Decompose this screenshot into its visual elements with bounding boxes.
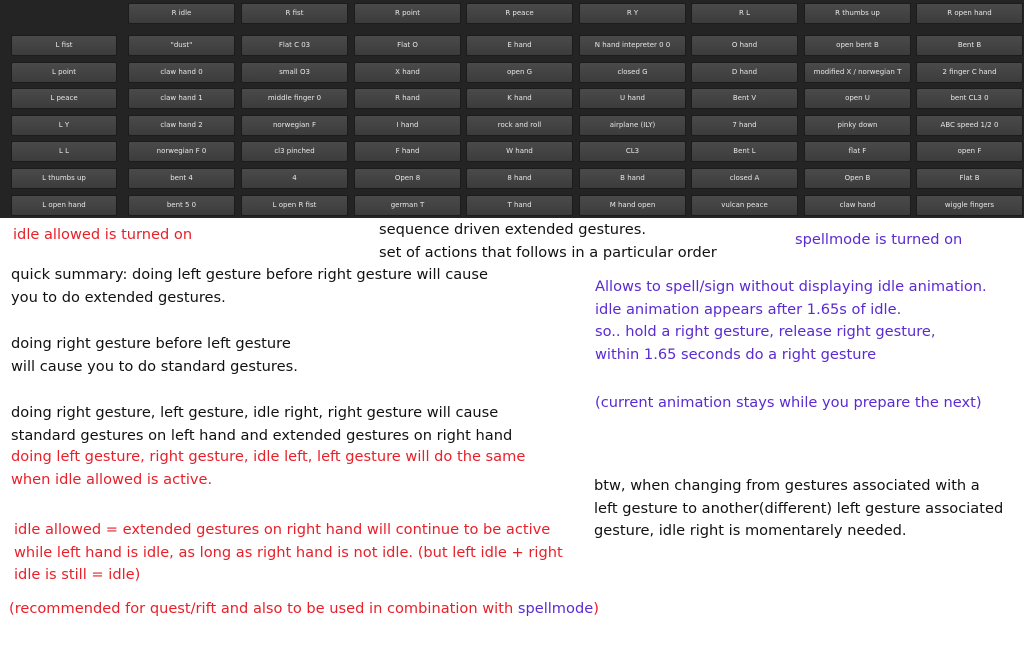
connector-tick — [241, 55, 255, 56]
connector-tick — [354, 23, 368, 24]
connector-tick — [916, 161, 930, 162]
connector-tick — [241, 188, 255, 189]
cell-label: open U — [845, 94, 870, 102]
connector-tick — [11, 188, 25, 189]
gesture-cell[interactable] — [691, 195, 798, 216]
recommended-note — [9, 598, 599, 621]
connector-tick — [916, 215, 930, 216]
cell-label: E hand — [507, 41, 532, 49]
current-animation-note: (current animation stays while you prepare the next) — [595, 394, 982, 411]
cell-label: F hand — [395, 147, 420, 155]
gesture-cell[interactable] — [466, 62, 573, 83]
gesture-cell[interactable] — [691, 141, 798, 162]
column-header-r-l[interactable] — [691, 3, 798, 24]
column-header-r-thumbs-up[interactable] — [804, 3, 911, 24]
connector-tick — [11, 161, 25, 162]
cell-label: K hand — [507, 94, 532, 102]
cell-label: Flat B — [959, 174, 980, 182]
gesture-cell[interactable] — [916, 35, 1023, 56]
connector-tick — [354, 161, 368, 162]
gesture-cell[interactable] — [691, 115, 798, 136]
column-header-r-peace[interactable] — [466, 3, 573, 24]
gesture-cell[interactable] — [354, 88, 461, 109]
cell-label: Bent V — [732, 94, 757, 102]
right-before-left-note: doing right gesture before left gesture will cause you to do standard gestures. — [11, 335, 298, 375]
gesture-cell[interactable] — [691, 88, 798, 109]
gesture-cell[interactable] — [241, 62, 348, 83]
gesture-cell[interactable] — [916, 115, 1023, 136]
mixed-sequence-idle-note: doing left gesture, right gesture, idle left, left gesture will do the same when idle allowed is active. — [11, 448, 526, 488]
gesture-cell[interactable] — [916, 195, 1023, 216]
connector-tick — [691, 188, 705, 189]
gesture-cell[interactable] — [691, 62, 798, 83]
recommended-text: (recommended for quest/rift and also to be used in combination with — [9, 600, 518, 617]
connector-tick — [691, 215, 705, 216]
row-header-l-fist[interactable] — [11, 35, 117, 56]
connector-tick — [241, 215, 255, 216]
cell-label: claw hand 2 — [160, 121, 203, 129]
cell-label: D hand — [731, 68, 758, 76]
gesture-cell[interactable] — [128, 141, 235, 162]
cell-label: closed G — [617, 68, 648, 76]
connector-tick — [916, 108, 930, 109]
cell-label: L point — [52, 68, 76, 76]
connector-tick — [466, 82, 480, 83]
column-header-r-y[interactable] — [579, 3, 686, 24]
connector-tick — [916, 55, 930, 56]
cell-label: pinky down — [837, 121, 878, 129]
connector-tick — [466, 108, 480, 109]
gesture-cell[interactable] — [354, 141, 461, 162]
connector-tick — [466, 215, 480, 216]
connector-tick — [579, 82, 593, 83]
row-header-l-y[interactable] — [11, 115, 117, 136]
gesture-cell[interactable] — [128, 195, 235, 216]
row-header-l-open-hand[interactable] — [11, 195, 117, 216]
cell-label: airplane (ILY) — [609, 121, 656, 129]
connector-tick — [354, 82, 368, 83]
cell-label: norwegian F — [273, 121, 316, 129]
cell-label: ABC speed 1/2 0 — [940, 121, 999, 129]
cell-label: N hand intepreter 0 0 — [594, 41, 671, 49]
cell-label: 4 — [292, 174, 297, 182]
connector-tick — [241, 135, 255, 136]
gesture-cell[interactable] — [128, 88, 235, 109]
row-header-l-l[interactable] — [11, 141, 117, 162]
cell-label: small O3 — [279, 68, 310, 76]
connector-tick — [916, 135, 930, 136]
gesture-cell[interactable] — [128, 115, 235, 136]
gesture-cell[interactable] — [579, 115, 686, 136]
connector-tick — [11, 215, 25, 216]
cell-label: flat F — [848, 147, 867, 155]
gesture-cell[interactable] — [466, 35, 573, 56]
connector-tick — [916, 82, 930, 83]
quick-summary: quick summary: doing left gesture before right gesture will cause you to do extended gestures. — [11, 266, 489, 306]
cell-label: Bent B — [957, 41, 982, 49]
gesture-cell[interactable] — [579, 88, 686, 109]
connector-tick — [691, 82, 705, 83]
gesture-cell[interactable] — [354, 115, 461, 136]
btw-note: btw, when changing from gestures associated with a left gesture to another(different) left gesture associated gesture, idle right is momentarely needed. — [594, 477, 1004, 540]
connector-tick — [804, 108, 818, 109]
gesture-cell[interactable] — [354, 35, 461, 56]
connector-tick — [466, 161, 480, 162]
connector-tick — [128, 108, 142, 109]
connector-tick — [241, 161, 255, 162]
connector-tick — [466, 55, 480, 56]
gesture-cell[interactable] — [916, 141, 1023, 162]
cell-label: L fist — [55, 41, 73, 49]
row-header-l-thumbs-up[interactable] — [11, 168, 117, 189]
cell-label: cl3 pinched — [274, 147, 315, 155]
cell-label: bent 5 0 — [166, 201, 197, 209]
cell-label: R L — [739, 9, 750, 17]
connector-tick — [579, 161, 593, 162]
gesture-cell[interactable] — [804, 62, 911, 83]
cell-label: wiggle fingers — [944, 201, 995, 209]
connector-tick — [691, 55, 705, 56]
cell-label: R open hand — [947, 9, 992, 17]
cell-label: closed A — [729, 174, 760, 182]
connector-tick — [691, 135, 705, 136]
cell-label: Bent L — [733, 147, 756, 155]
cell-label: I hand — [396, 121, 419, 129]
connector-tick — [579, 188, 593, 189]
gesture-cell[interactable] — [466, 195, 573, 216]
gesture-grid-panel — [0, 0, 1024, 218]
cell-label: R peace — [505, 9, 534, 17]
connector-tick — [916, 188, 930, 189]
cell-label: R Y — [626, 9, 639, 17]
gesture-cell[interactable] — [354, 168, 461, 189]
cell-label: R fist — [285, 9, 304, 17]
cell-label: W hand — [506, 147, 533, 155]
spellmode-status: spellmode is turned on — [795, 231, 963, 248]
connector-tick — [466, 135, 480, 136]
gesture-cell[interactable] — [804, 168, 911, 189]
cell-label: Flat O — [397, 41, 418, 49]
gesture-cell[interactable] — [691, 35, 798, 56]
connector-tick — [466, 23, 480, 24]
gesture-cell[interactable] — [466, 168, 573, 189]
connector-tick — [804, 215, 818, 216]
connector-tick — [128, 23, 142, 24]
connector-tick — [11, 82, 25, 83]
cell-label: claw hand — [839, 201, 876, 209]
cell-label: open bent B — [836, 41, 879, 49]
connector-tick — [579, 135, 593, 136]
cell-label: norwegian F 0 — [156, 147, 207, 155]
connector-tick — [11, 108, 25, 109]
cell-label: Flat C 03 — [278, 41, 311, 49]
gesture-cell[interactable] — [128, 168, 235, 189]
cell-label: Open B — [844, 174, 871, 182]
connector-tick — [916, 23, 930, 24]
connector-tick — [804, 135, 818, 136]
spellmode-description: Allows to spell/sign without displaying idle animation. idle animation appears after 1.65s of idle. so.. hold a right gesture, release right gesture, within 1.65 seconds do a right gesture — [595, 278, 987, 364]
recommended-close: ) — [593, 600, 599, 617]
cell-label: open F — [957, 147, 982, 155]
cell-label: L open R fist — [272, 201, 317, 209]
connector-tick — [128, 82, 142, 83]
cell-label: O hand — [731, 41, 758, 49]
connector-tick — [579, 55, 593, 56]
connector-tick — [579, 23, 593, 24]
sequence-title: sequence driven extended gestures. set of actions that follows in a particular order — [379, 221, 717, 261]
cell-label: open G — [506, 68, 533, 76]
connector-tick — [804, 55, 818, 56]
connector-tick — [691, 23, 705, 24]
cell-label: B hand — [620, 174, 645, 182]
gesture-cell[interactable] — [241, 88, 348, 109]
idle-allowed-status: idle allowed is turned on — [13, 226, 193, 243]
gesture-cell[interactable] — [691, 168, 798, 189]
gesture-cell[interactable] — [466, 141, 573, 162]
recommended-spellmode: spellmode — [517, 600, 594, 617]
gesture-cell[interactable] — [579, 168, 686, 189]
column-header-r-idle[interactable] — [128, 3, 235, 24]
cell-label: rock and roll — [497, 121, 542, 129]
column-header-r-fist[interactable] — [241, 3, 348, 24]
connector-tick — [466, 188, 480, 189]
connector-tick — [804, 82, 818, 83]
connector-tick — [11, 135, 25, 136]
cell-label: T hand — [507, 201, 532, 209]
cell-label: R point — [395, 9, 420, 17]
connector-tick — [579, 215, 593, 216]
connector-tick — [691, 161, 705, 162]
connector-tick — [241, 23, 255, 24]
gesture-cell[interactable] — [804, 195, 911, 216]
connector-tick — [128, 161, 142, 162]
cell-label: german T — [390, 201, 425, 209]
gesture-cell[interactable] — [579, 195, 686, 216]
cell-label: L thumbs up — [42, 174, 86, 182]
cell-label: vulcan peace — [721, 201, 768, 209]
connector-tick — [354, 135, 368, 136]
connector-tick — [128, 188, 142, 189]
connector-tick — [804, 161, 818, 162]
cell-label: R idle — [171, 9, 192, 17]
gesture-cell[interactable] — [354, 195, 461, 216]
row-header-l-peace[interactable] — [11, 88, 117, 109]
column-header-r-open-hand[interactable] — [916, 3, 1023, 24]
cell-label: L Y — [58, 121, 70, 129]
connector-tick — [354, 108, 368, 109]
cell-label: bent 4 — [170, 174, 193, 182]
connector-tick — [804, 188, 818, 189]
cell-label: 8 hand — [507, 174, 532, 182]
gesture-cell[interactable] — [241, 35, 348, 56]
connector-tick — [691, 108, 705, 109]
cell-label: L L — [58, 147, 70, 155]
connector-tick — [354, 215, 368, 216]
gesture-cell[interactable] — [128, 35, 235, 56]
cell-label: middle finger 0 — [267, 94, 322, 102]
connector-tick — [11, 55, 25, 56]
gesture-cell[interactable] — [241, 195, 348, 216]
connector-tick — [241, 82, 255, 83]
cell-label: X hand — [395, 68, 420, 76]
mixed-sequence-note: doing right gesture, left gesture, idle right, right gesture will cause standard gestures on left hand and extended gestures on right hand — [11, 404, 513, 444]
cell-label: claw hand 1 — [160, 94, 203, 102]
gesture-cell[interactable] — [916, 62, 1023, 83]
gesture-cell[interactable] — [241, 168, 348, 189]
connector-tick — [354, 188, 368, 189]
gesture-cell[interactable] — [916, 168, 1023, 189]
gesture-cell[interactable] — [128, 62, 235, 83]
gesture-cell[interactable] — [579, 62, 686, 83]
gesture-cell[interactable] — [466, 115, 573, 136]
cell-label: "dust" — [170, 41, 193, 49]
connector-tick — [128, 135, 142, 136]
connector-tick — [804, 23, 818, 24]
gesture-cell[interactable] — [916, 88, 1023, 109]
gesture-cell[interactable] — [804, 88, 911, 109]
cell-label: R thumbs up — [835, 9, 880, 17]
connector-tick — [128, 55, 142, 56]
connector-tick — [579, 108, 593, 109]
cell-label: U hand — [620, 94, 645, 102]
idle-allowed-definition: idle allowed = extended gestures on right hand will continue to be active while left hand is idle, as long as right hand is not idle. (but left idle + right idle is still = idle) — [14, 521, 563, 584]
cell-label: modified X / norwegian T — [813, 68, 902, 76]
gesture-cell[interactable] — [579, 35, 686, 56]
gesture-cell[interactable] — [241, 115, 348, 136]
cell-label: R hand — [395, 94, 420, 102]
gesture-cell[interactable] — [466, 88, 573, 109]
cell-label: M hand open — [609, 201, 656, 209]
gesture-cell[interactable] — [804, 141, 911, 162]
cell-label: 7 hand — [732, 121, 757, 129]
cell-label: CL3 — [625, 147, 640, 155]
cell-label: L peace — [50, 94, 78, 102]
cell-label: Open 8 — [394, 174, 421, 182]
connector-tick — [354, 55, 368, 56]
cell-label: L open hand — [42, 201, 86, 209]
gesture-cell[interactable] — [804, 35, 911, 56]
cell-label: claw hand 0 — [160, 68, 203, 76]
gesture-cell[interactable] — [804, 115, 911, 136]
cell-label: 2 finger C hand — [942, 68, 997, 76]
row-header-l-point[interactable] — [11, 62, 117, 83]
connector-tick — [241, 108, 255, 109]
gesture-cell[interactable] — [354, 62, 461, 83]
column-header-r-point[interactable] — [354, 3, 461, 24]
connector-tick — [128, 215, 142, 216]
cell-label: bent CL3 0 — [950, 94, 989, 102]
gesture-cell[interactable] — [579, 141, 686, 162]
gesture-cell[interactable] — [241, 141, 348, 162]
